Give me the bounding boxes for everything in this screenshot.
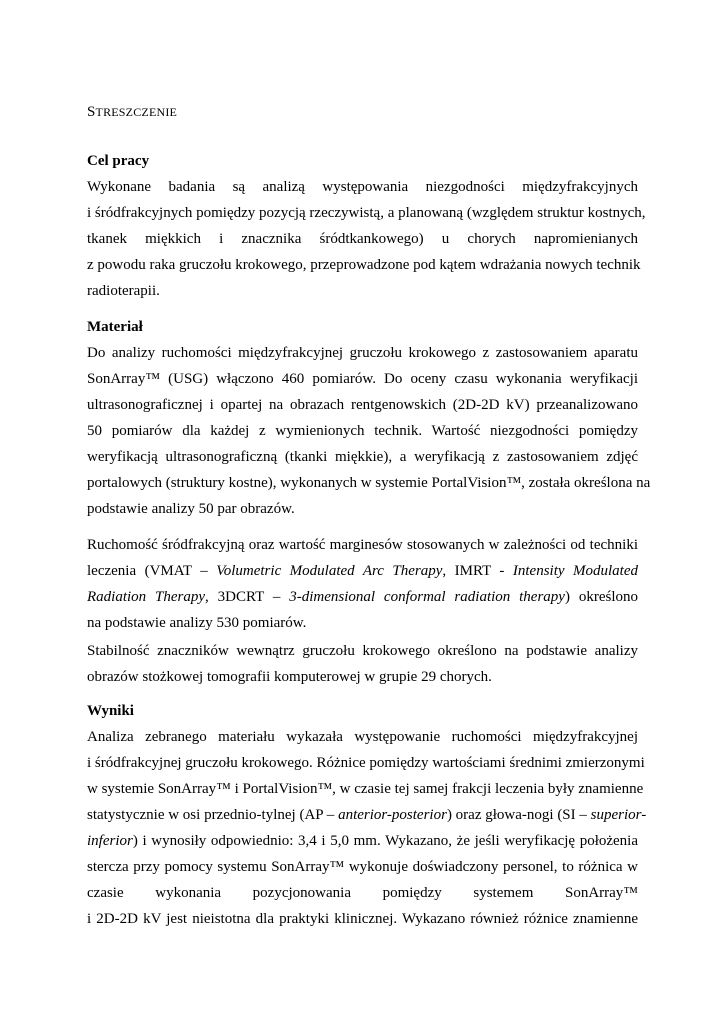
text-line: czasie wykonania pozycjonowania pomiędzy systemem SonArray™ (87, 885, 638, 901)
text-line: z powodu raka gruczołu krokowego, przeprowadzone pod kątem wdrażania nowych technik (87, 257, 641, 273)
text-line: SonArray™ (USG) włączono 460 pomiarów. Do oceny czasu wykonania weryfikacji (87, 371, 638, 387)
text-line: w systemie SonArray™ i PortalVision™, w czasie tej samej frakcji leczenia były znamienne (87, 781, 644, 797)
section-heading: Wyniki (87, 703, 134, 719)
paragraph (87, 532, 638, 636)
text-line: obrazów stożkowej tomografii komputerowej w grupie 29 chorych. (87, 669, 492, 685)
section-cel-pracy (87, 148, 646, 304)
paragraph (87, 638, 638, 690)
section-material-p2 (87, 532, 638, 636)
text-line: Analiza zebranego materiału wykazała występowanie ruchomości międzyfrakcyjnej (87, 729, 638, 745)
text-line: inferior) i wynosiły odpowiednio: 3,4 i 5,0 mm. Wykazano, że jeśli weryfikację położenia (87, 833, 638, 849)
section-material (87, 314, 651, 522)
page-title (87, 100, 177, 124)
text-line: stercza przy pomocy systemu SonArray™ wykonuje doświadczony personel, to różnica w (87, 859, 638, 875)
paragraph (87, 724, 647, 932)
text-line: portalowych (struktury kostne), wykonanych w systemie PortalVision™, została określona na (87, 475, 651, 491)
section-material-p3 (87, 638, 638, 690)
paragraph (87, 340, 651, 522)
title-rest: TRESZCZENIE (95, 105, 178, 119)
text-line: Do analizy ruchomości międzyfrakcyjnej gruczołu krokowego z zastosowaniem aparatu (87, 345, 638, 361)
text-line: statystycznie w osi przednio-tylnej (AP – anterior-posterior) oraz głowa-nogi (SI – superior- (87, 807, 647, 823)
text-line: Radiation Therapy, 3DCRT – 3-dimensional conformal radiation therapy) określono (87, 589, 638, 605)
text-line: weryfikacją ultrasonograficzną (tkanki miękkie), a weryfikacją z zastosowaniem zdjęć (87, 449, 638, 465)
section-heading: Materiał (87, 319, 143, 335)
text-line: ultrasonograficznej i opartej na obrazach rentgenowskich (2D-2D kV) przeanalizowano (87, 397, 638, 413)
text-line: i śródfrakcyjnej gruczołu krokowego. Różnice pomiędzy wartościami średnimi zmierzonymi (87, 755, 645, 771)
text-line: 50 pomiarów dla każdej z wymienionych technik. Wartość niezgodności pomiędzy (87, 423, 638, 439)
text-line: radioterapii. (87, 283, 160, 299)
text-line: podstawie analizy 50 par obrazów. (87, 501, 295, 517)
text-line: na podstawie analizy 530 pomiarów. (87, 615, 307, 631)
section-heading: Cel pracy (87, 153, 150, 169)
text-line: Ruchomość śródfrakcyjną oraz wartość marginesów stosowanych w zależności od techniki (87, 537, 638, 553)
text-line: leczenia (VMAT – Volumetric Modulated Arc Therapy, IMRT - Intensity Modulated (87, 563, 638, 579)
text-line: i 2D-2D kV jest nieistotna dla praktyki klinicznej. Wykazano również różnice znamienne (87, 911, 638, 927)
text-line: Wykonane badania są analizą występowania niezgodności międzyfrakcyjnych (87, 179, 638, 195)
section-wyniki (87, 698, 647, 932)
title-first-letter: S (87, 104, 96, 120)
text-line: tkanek miękkich i znacznika śródtkankowego) u chorych napromienianych (87, 231, 638, 247)
text-line: i śródfrakcyjnych pomiędzy pozycją rzeczywistą, a planowaną (względem struktur kostnych, (87, 205, 646, 221)
paragraph (87, 174, 646, 304)
text-line: Stabilność znaczników wewnątrz gruczołu krokowego określono na podstawie analizy (87, 643, 638, 659)
